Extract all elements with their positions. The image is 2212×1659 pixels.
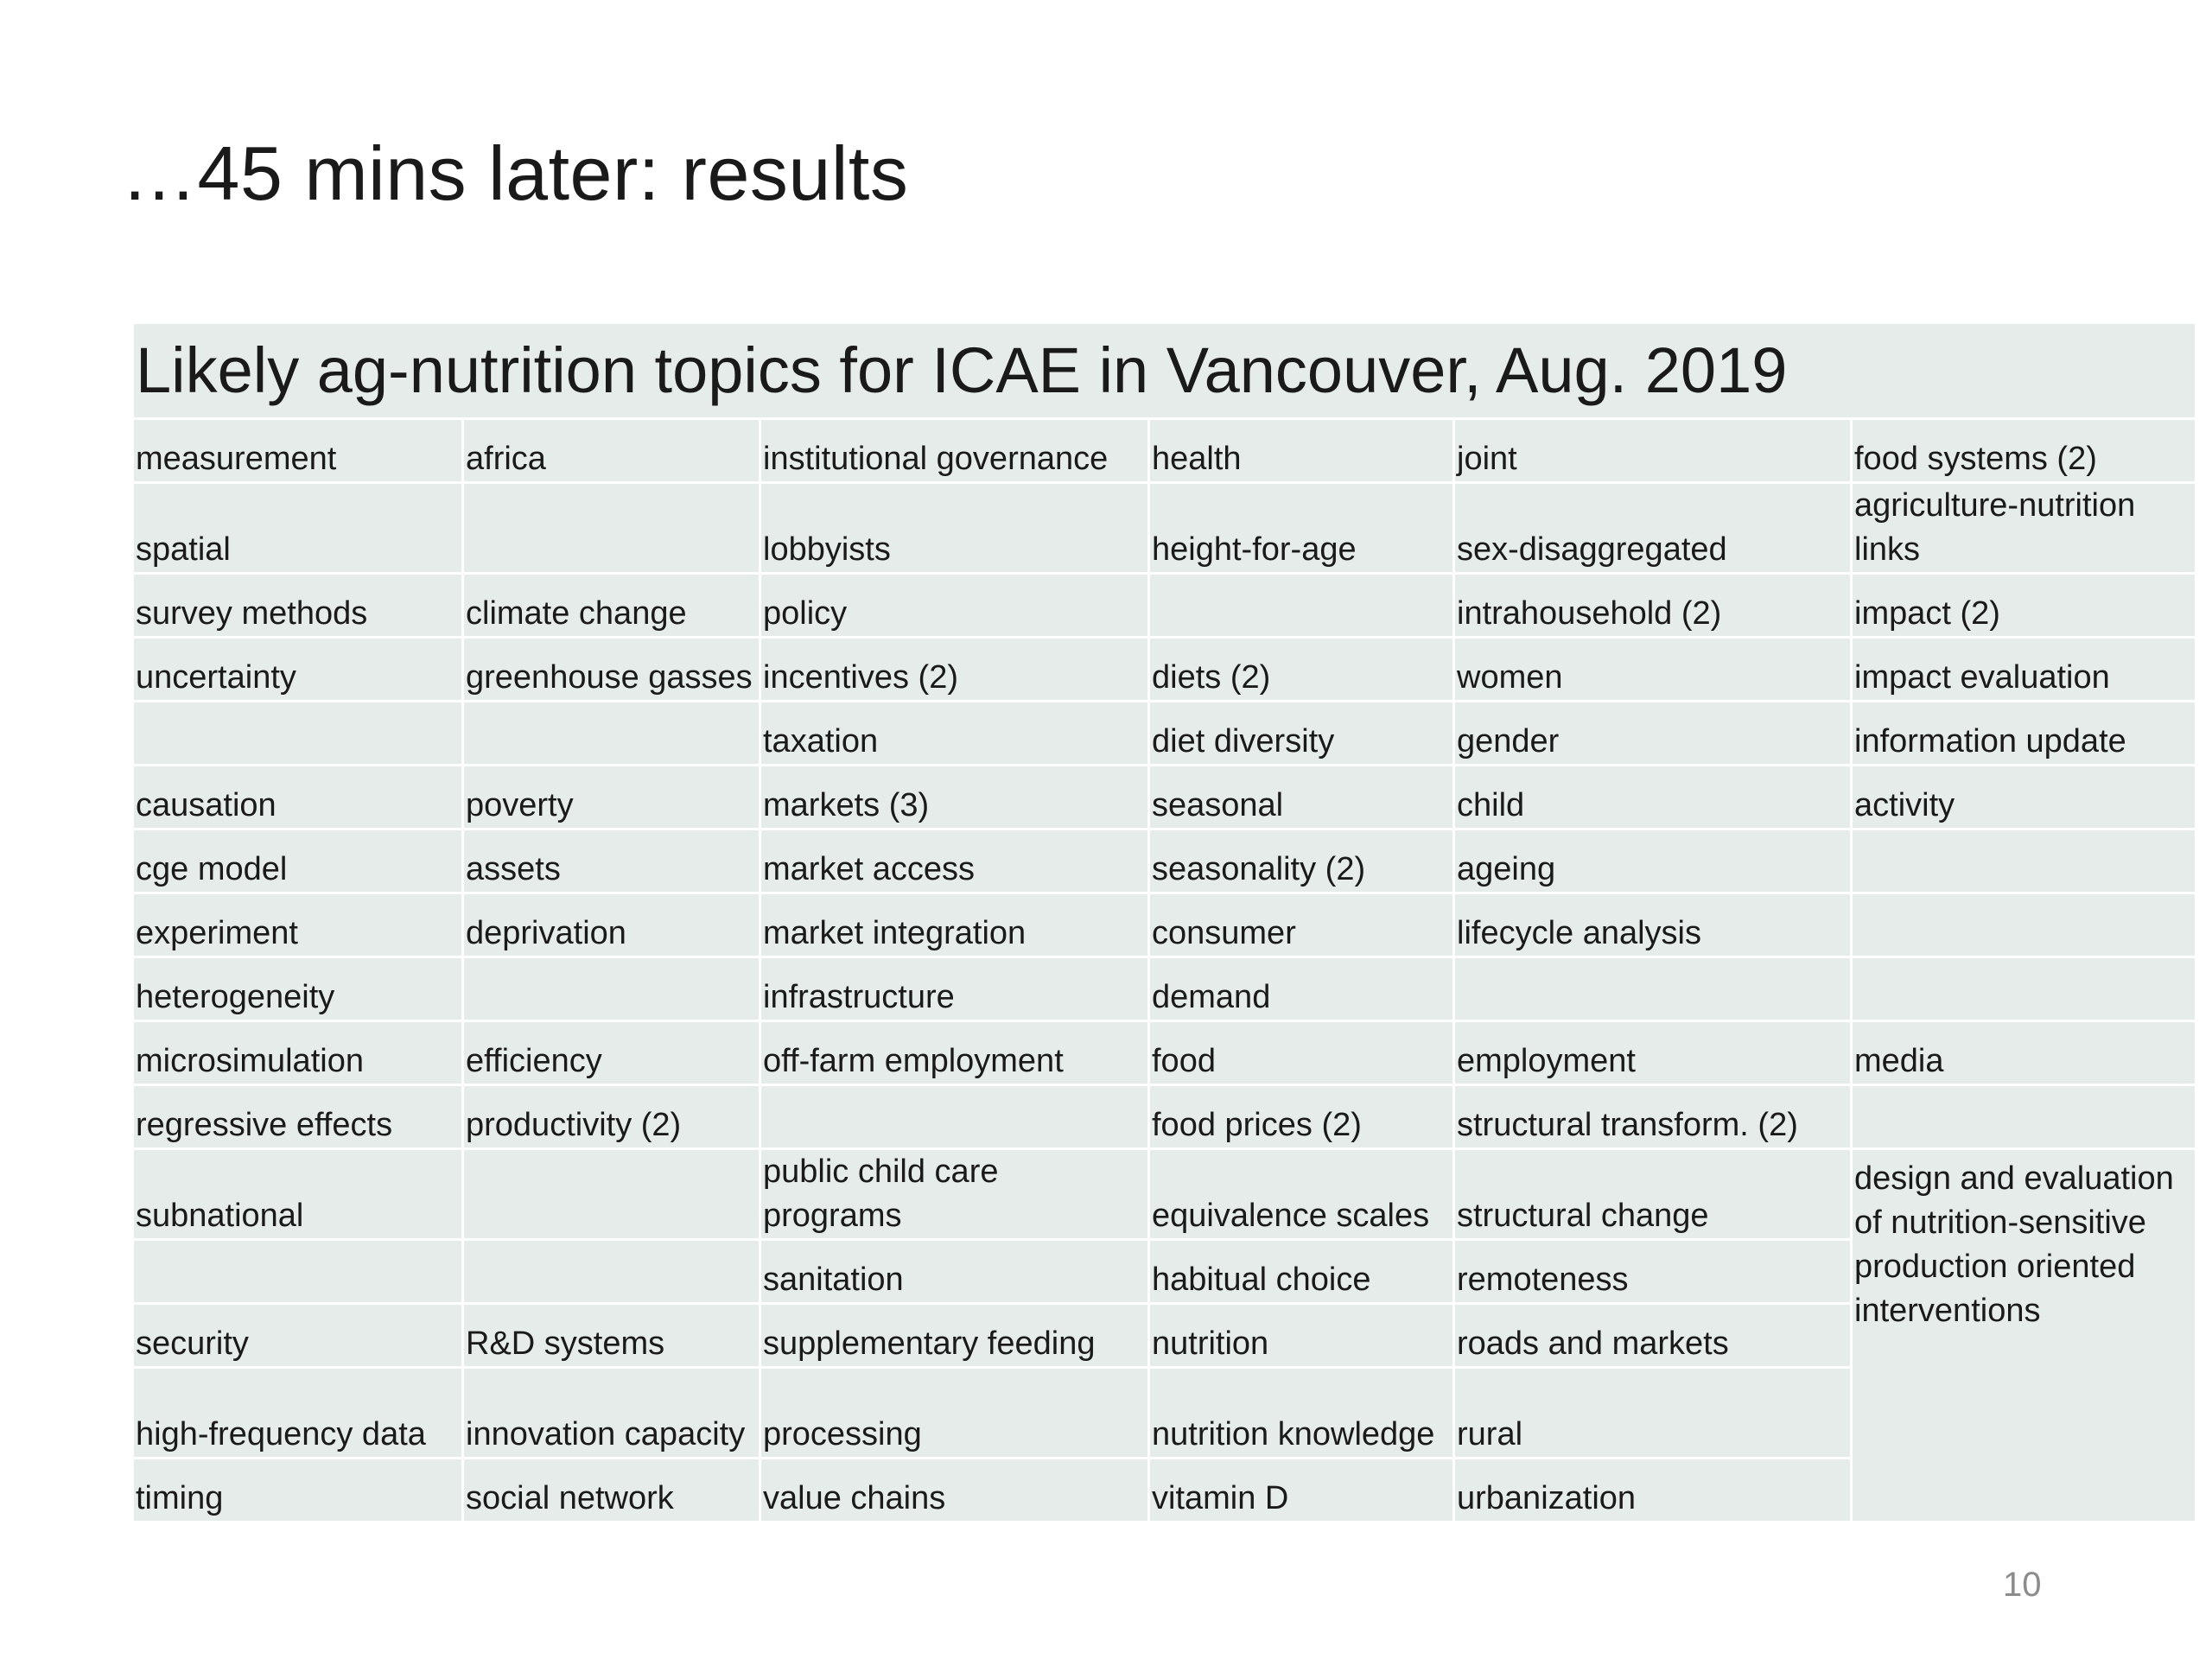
table-cell: habitual choice: [1149, 1240, 1454, 1304]
table-cell: [463, 702, 760, 766]
table-cell: urbanization: [1454, 1459, 1852, 1522]
table-cell: heterogeneity: [133, 957, 463, 1021]
table-cell: media: [1852, 1021, 2196, 1085]
table-cell: [463, 483, 760, 574]
table-cell: greenhouse gasses: [463, 638, 760, 702]
table-cell: supplementary feeding: [760, 1304, 1149, 1368]
table-cell: [133, 702, 463, 766]
table-cell: innovation capacity: [463, 1368, 760, 1459]
table-cell: subnational: [133, 1149, 463, 1240]
table-row: [133, 702, 2196, 766]
topics-table-body: [133, 419, 2196, 1522]
table-cell: impact evaluation: [1852, 638, 2196, 702]
table-cell: measurement: [133, 419, 463, 483]
table-row: [133, 1149, 2196, 1240]
table-cell: structural transform. (2): [1454, 1085, 1852, 1149]
table-cell: food prices (2): [1149, 1085, 1454, 1149]
table-cell: seasonal: [1149, 766, 1454, 830]
table-cell: assets: [463, 830, 760, 893]
table-cell: causation: [133, 766, 463, 830]
table-cell: taxation: [760, 702, 1149, 766]
topics-table-container: [131, 324, 2195, 1523]
table-cell: deprivation: [463, 893, 760, 957]
table-cell: regressive effects: [133, 1085, 463, 1149]
table-cell: agriculture-nutrition links: [1852, 483, 2196, 574]
table-cell: lobbyists: [760, 483, 1149, 574]
slide-title: …45 mins later: results: [121, 130, 909, 216]
table-cell: [1454, 957, 1852, 1021]
merged-table-cell: design and evaluation of nutrition-sensitive production oriented interventions: [1852, 1149, 2196, 1522]
table-cell: uncertainty: [133, 638, 463, 702]
table-cell: diets (2): [1149, 638, 1454, 702]
table-row: [133, 483, 2196, 574]
table-cell: health: [1149, 419, 1454, 483]
table-cell: off-farm employment: [760, 1021, 1149, 1085]
table-cell: ageing: [1454, 830, 1852, 893]
table-cell: poverty: [463, 766, 760, 830]
table-cell: [1149, 574, 1454, 638]
table-cell: lifecycle analysis: [1454, 893, 1852, 957]
table-cell: remoteness: [1454, 1240, 1852, 1304]
table-cell: timing: [133, 1459, 463, 1522]
table-row: [133, 830, 2196, 893]
table-cell: [463, 1149, 760, 1240]
table-cell: equivalence scales: [1149, 1149, 1454, 1240]
table-cell: social network: [463, 1459, 760, 1522]
table-caption: Likely ag-nutrition topics for ICAE in Vancouver, Aug. 2019: [133, 324, 2196, 419]
table-cell: gender: [1454, 702, 1852, 766]
table-cell: consumer: [1149, 893, 1454, 957]
table-cell: cge model: [133, 830, 463, 893]
table-cell: structural change: [1454, 1149, 1852, 1240]
page-number: 10: [2003, 1566, 2042, 1604]
table-cell: impact (2): [1852, 574, 2196, 638]
table-row: [133, 574, 2196, 638]
table-cell: diet diversity: [1149, 702, 1454, 766]
table-cell: [760, 1085, 1149, 1149]
table-cell: processing: [760, 1368, 1149, 1459]
table-row: [133, 638, 2196, 702]
table-cell: climate change: [463, 574, 760, 638]
table-cell: [463, 1240, 760, 1304]
table-cell: child: [1454, 766, 1852, 830]
table-cell: market access: [760, 830, 1149, 893]
table-row: [133, 1021, 2196, 1085]
table-cell: experiment: [133, 893, 463, 957]
table-cell: height-for-age: [1149, 483, 1454, 574]
table-cell: [1852, 830, 2196, 893]
table-cell: infrastructure: [760, 957, 1149, 1021]
table-cell: R&D systems: [463, 1304, 760, 1368]
table-cell: nutrition knowledge: [1149, 1368, 1454, 1459]
table-cell: [1852, 893, 2196, 957]
table-cell: microsimulation: [133, 1021, 463, 1085]
table-cell: information update: [1852, 702, 2196, 766]
table-cell: institutional governance: [760, 419, 1149, 483]
table-cell: women: [1454, 638, 1852, 702]
table-cell: high-frequency data: [133, 1368, 463, 1459]
table-cell: incentives (2): [760, 638, 1149, 702]
table-cell: sanitation: [760, 1240, 1149, 1304]
table-cell: productivity (2): [463, 1085, 760, 1149]
table-cell: security: [133, 1304, 463, 1368]
table-cell: nutrition: [1149, 1304, 1454, 1368]
table-cell: demand: [1149, 957, 1454, 1021]
topics-table: [131, 324, 2197, 1523]
table-cell: africa: [463, 419, 760, 483]
table-row: [133, 957, 2196, 1021]
table-row: [133, 1085, 2196, 1149]
table-cell: spatial: [133, 483, 463, 574]
table-cell: [1852, 957, 2196, 1021]
table-cell: food systems (2): [1852, 419, 2196, 483]
table-row: [133, 893, 2196, 957]
table-cell: intrahousehold (2): [1454, 574, 1852, 638]
table-cell: food: [1149, 1021, 1454, 1085]
table-cell: [463, 957, 760, 1021]
table-cell: joint: [1454, 419, 1852, 483]
table-cell: policy: [760, 574, 1149, 638]
table-cell: efficiency: [463, 1021, 760, 1085]
table-cell: [1852, 1085, 2196, 1149]
table-cell: rural: [1454, 1368, 1852, 1459]
table-cell: activity: [1852, 766, 2196, 830]
table-cell: markets (3): [760, 766, 1149, 830]
table-cell: public child care programs: [760, 1149, 1149, 1240]
table-cell: seasonality (2): [1149, 830, 1454, 893]
table-row: [133, 419, 2196, 483]
table-row: [133, 766, 2196, 830]
table-cell: employment: [1454, 1021, 1852, 1085]
table-cell: [133, 1240, 463, 1304]
table-cell: market integration: [760, 893, 1149, 957]
table-cell: sex-disaggregated: [1454, 483, 1852, 574]
table-cell: value chains: [760, 1459, 1149, 1522]
table-cell: vitamin D: [1149, 1459, 1454, 1522]
table-cell: roads and markets: [1454, 1304, 1852, 1368]
table-cell: survey methods: [133, 574, 463, 638]
